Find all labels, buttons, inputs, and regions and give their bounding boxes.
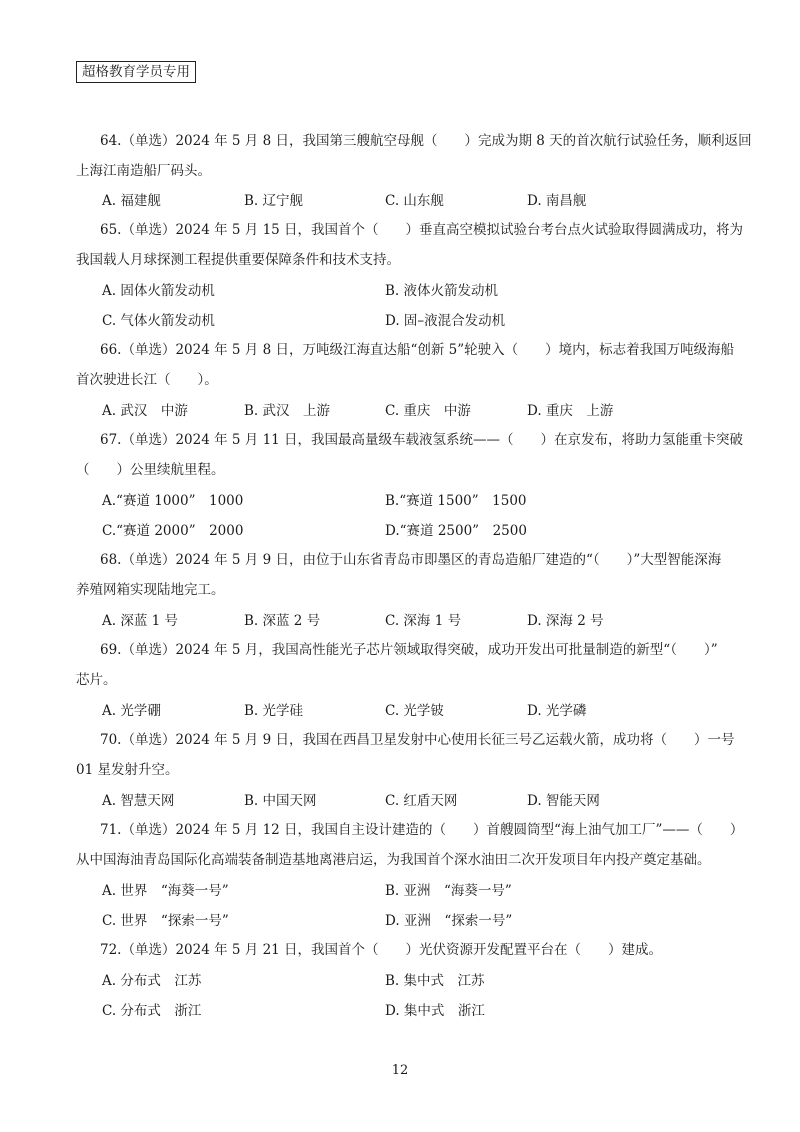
- question-69-option-c[interactable]: C. 光学铍: [385, 703, 444, 719]
- question-70-option-c[interactable]: C. 红盾天网: [385, 793, 458, 809]
- question-71-stem-line-2: 从中国海油青岛国际化高端装备制造基地离港启运，为我国首个深水油田二次开发项目年内投产奠定基础。: [76, 852, 711, 868]
- question-64-option-b[interactable]: B. 辽宁舰: [244, 193, 304, 209]
- question-66-option-a[interactable]: A. 武汉 中游: [102, 403, 188, 419]
- question-66-option-d[interactable]: D. 重庆 上游: [527, 403, 614, 419]
- question-65-option-c[interactable]: C. 气体火箭发动机: [102, 313, 215, 329]
- question-70-stem-line-1: 70.（单选）2024 年 5 月 9 日，我国在西昌卫星发射中心使用长征三号乙运载火箭，成功将（ ）一号: [100, 732, 735, 748]
- question-64-stem-line-1: 64.（单选）2024 年 5 月 8 日，我国第三艘航空母舰（ ）完成为期 8 天的首次航行试验任务，顺利返回: [100, 133, 752, 149]
- question-69-option-d[interactable]: D. 光学磷: [527, 703, 587, 719]
- question-67-stem-line-1: 67.（单选）2024 年 5 月 11 日，我国最高量级车载液氢系统——（ ）在京发布，将助力氢能重卡突破: [100, 432, 744, 448]
- question-72-option-d[interactable]: D. 集中式 浙江: [385, 1003, 485, 1019]
- question-68-option-d[interactable]: D. 深海 2 号: [527, 613, 604, 629]
- question-66-option-b[interactable]: B. 武汉 上游: [244, 403, 331, 419]
- question-69-stem-line-1: 69.（单选）2024 年 5 月，我国高性能光子芯片领域取得突破，成功开发出可批量制造的新型“（ ）”: [100, 642, 718, 658]
- question-71-option-b[interactable]: B. 亚洲 “海葵一号”: [385, 883, 512, 899]
- question-64-stem-line-2: 上海江南造船厂码头。: [76, 163, 211, 179]
- question-67-stem-line-2: （ ）公里续航里程。: [76, 462, 225, 478]
- question-67-option-b[interactable]: B.“赛道 1500” 1500: [385, 493, 527, 509]
- question-65-stem-line-1: 65.（单选）2024 年 5 月 15 日，我国首个（ ）垂直高空模拟试验台考台点火试验取得圆满成功，将为: [100, 222, 744, 238]
- question-66-stem-line-2: 首次驶进长江（ ）。: [76, 372, 218, 388]
- question-66-option-c[interactable]: C. 重庆 中游: [385, 403, 471, 419]
- question-72-option-c[interactable]: C. 分布式 浙江: [102, 1003, 202, 1019]
- question-68-option-c[interactable]: C. 深海 1 号: [385, 613, 462, 629]
- question-69-option-a[interactable]: A. 光学硼: [102, 703, 161, 719]
- question-65-option-d[interactable]: D. 固–液混合发动机: [385, 313, 506, 329]
- question-68-stem-line-1: 68.（单选）2024 年 5 月 9 日，由位于山东省青岛市即墨区的青岛造船厂建造的“（ ）”大型智能深海: [100, 552, 722, 568]
- question-70-option-b[interactable]: B. 中国天网: [244, 793, 317, 809]
- question-70-option-a[interactable]: A. 智慧天网: [102, 793, 175, 809]
- question-65-option-a[interactable]: A. 固体火箭发动机: [102, 283, 215, 299]
- question-71-stem-line-1: 71.（单选）2024 年 5 月 12 日，我国自主设计建造的（ ）首艘圆筒型“海上油气加工厂”——（ ）: [100, 822, 744, 838]
- header-label: 超格教育学员专用: [76, 61, 196, 83]
- question-69-stem-line-2: 芯片。: [76, 672, 117, 688]
- question-71-option-c[interactable]: C. 世界 “探索一号”: [102, 913, 229, 929]
- question-71-option-a[interactable]: A. 世界 “海葵一号”: [102, 883, 229, 899]
- question-68-stem-line-2: 养殖网箱实现陆地完工。: [76, 582, 225, 598]
- question-71-option-d[interactable]: D. 亚洲 “探索一号”: [385, 913, 513, 929]
- question-65-stem-line-2: 我国载人月球探测工程提供重要保障条件和技术支持。: [76, 252, 400, 268]
- question-64-option-a[interactable]: A. 福建舰: [102, 193, 161, 209]
- question-67-option-a[interactable]: A.“赛道 1000” 1000: [102, 493, 244, 509]
- question-64-option-c[interactable]: C. 山东舰: [385, 193, 444, 209]
- question-67-option-d[interactable]: D.“赛道 2500” 2500: [385, 523, 527, 539]
- question-68-option-a[interactable]: A. 深蓝 1 号: [102, 613, 179, 629]
- question-66-stem-line-1: 66.（单选）2024 年 5 月 8 日，万吨级江海直达船“创新 5”轮驶入（ ）境内，标志着我国万吨级海船: [100, 342, 735, 358]
- question-68-option-b[interactable]: B. 深蓝 2 号: [244, 613, 321, 629]
- question-64-option-d[interactable]: D. 南昌舰: [527, 193, 587, 209]
- question-72-stem-line-1: 72.（单选）2024 年 5 月 21 日，我国首个（ ）光伏资源开发配置平台在（ ）建成。: [100, 942, 663, 958]
- question-67-option-c[interactable]: C.“赛道 2000” 2000: [102, 523, 244, 539]
- question-70-stem-line-2: 01 星发射升空。: [76, 762, 179, 778]
- question-70-option-d[interactable]: D. 智能天网: [527, 793, 600, 809]
- question-72-option-a[interactable]: A. 分布式 江苏: [102, 973, 202, 989]
- question-72-option-b[interactable]: B. 集中式 江苏: [385, 973, 485, 989]
- question-65-option-b[interactable]: B. 液体火箭发动机: [385, 283, 499, 299]
- question-69-option-b[interactable]: B. 光学硅: [244, 703, 304, 719]
- page-number: 12: [391, 1063, 409, 1078]
